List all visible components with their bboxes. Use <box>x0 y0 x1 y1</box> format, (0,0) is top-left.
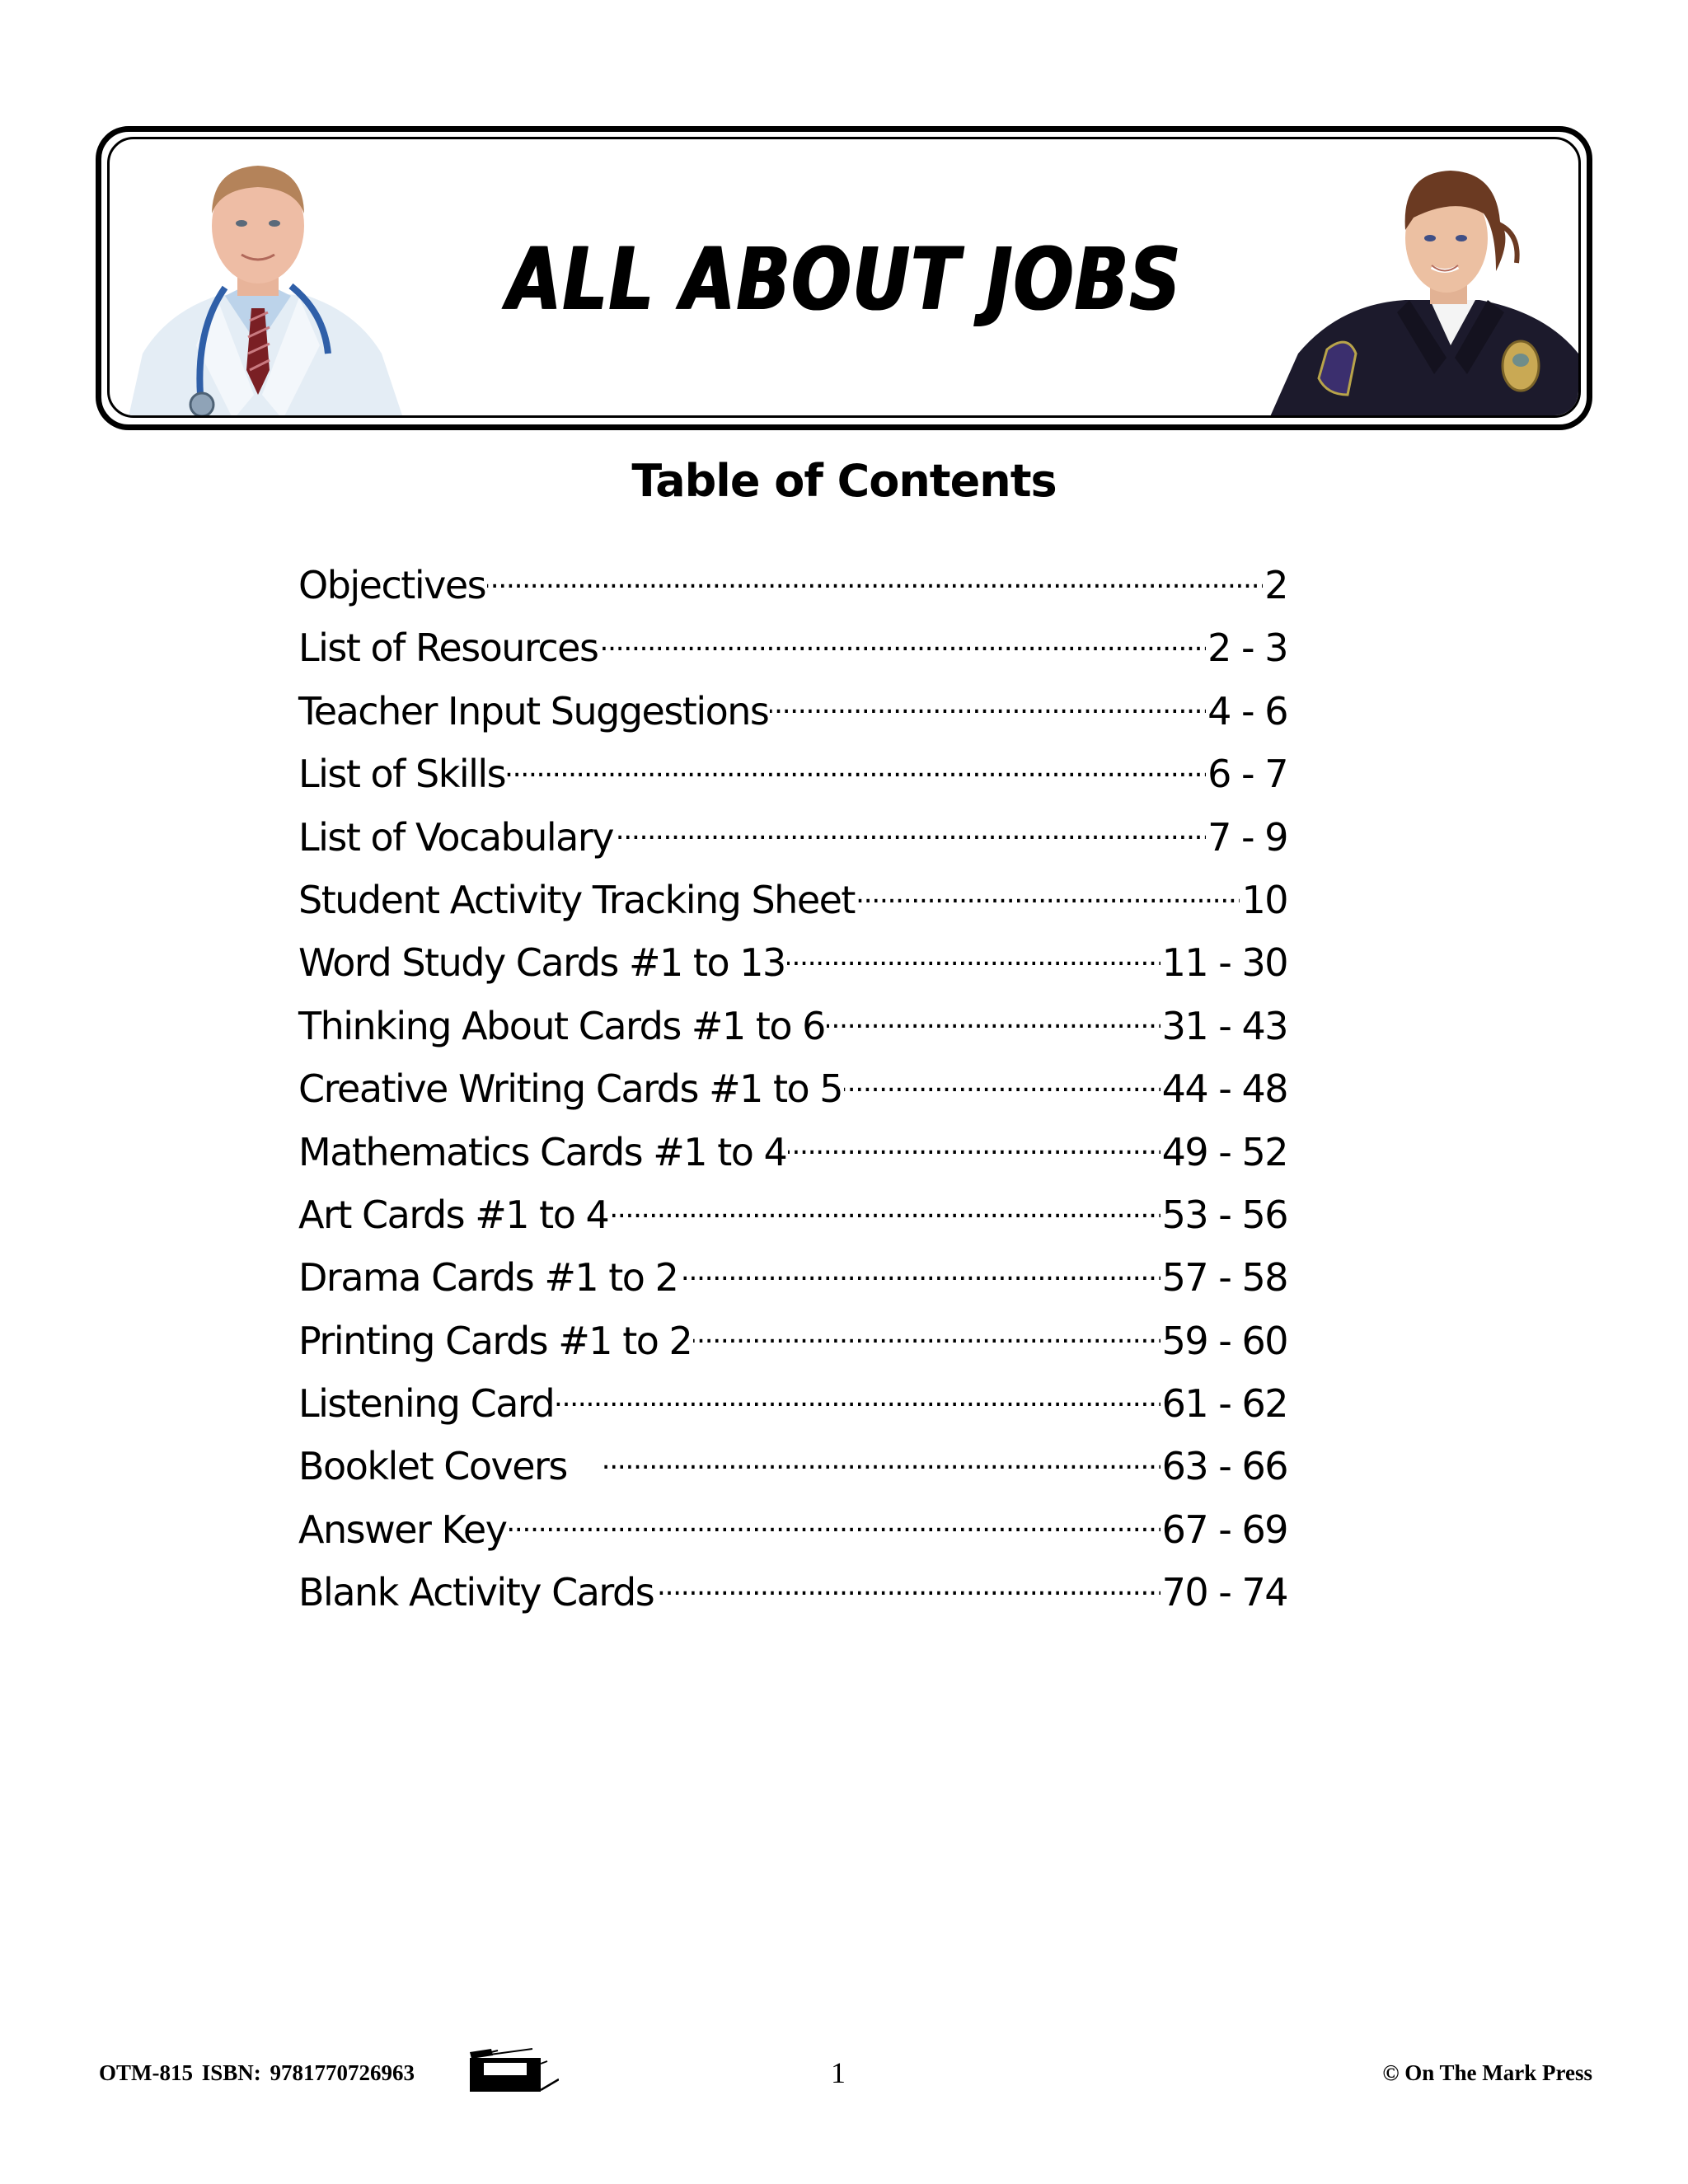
toc-entry-pages: 57 - 58 <box>1161 1255 1287 1301</box>
page-footer <box>99 2056 1592 2093</box>
toc-entry-drama-cards[interactable] <box>298 1246 1287 1309</box>
toc-entry-pages: 4 - 6 <box>1207 688 1287 733</box>
toc-entry-pages: 70 - 74 <box>1161 1570 1287 1615</box>
dot-leader <box>556 1379 1160 1417</box>
toc-entry-pages: 53 - 56 <box>1161 1192 1287 1237</box>
dot-leader <box>827 1001 1160 1039</box>
dot-leader <box>599 623 1206 661</box>
toc-entry-pages: 44 - 48 <box>1161 1066 1287 1112</box>
toc-entry-blank-activity-cards[interactable] <box>298 1561 1287 1624</box>
dot-leader <box>615 813 1206 851</box>
toc-entry-booklet-covers[interactable] <box>298 1435 1287 1497</box>
toc-entry-pages: 2 <box>1264 563 1287 607</box>
toc-entry-art-cards[interactable] <box>298 1183 1287 1246</box>
dot-leader <box>679 1253 1160 1291</box>
toc-entry-answer-key[interactable] <box>298 1498 1287 1561</box>
toc-entry-label: Printing Cards #1 to 2 <box>298 1318 692 1363</box>
toc-entry-mathematics-cards[interactable] <box>298 1121 1287 1183</box>
dot-leader <box>787 938 1160 976</box>
toc-entry-label: Creative Writing Cards #1 to 5 <box>298 1066 843 1112</box>
dot-leader <box>844 1064 1160 1102</box>
dot-leader <box>770 687 1206 724</box>
toc-entry-objectives[interactable] <box>298 554 1287 616</box>
toc-entry-pages: 61 - 62 <box>1161 1381 1287 1427</box>
dot-leader <box>508 1505 1160 1543</box>
toc-entry-label: Objectives <box>298 563 486 607</box>
toc-entry-label: Blank Activity Cards <box>298 1570 654 1615</box>
dot-leader <box>788 1127 1160 1165</box>
dot-leader <box>610 1190 1160 1228</box>
toc-entry-printing-cards[interactable] <box>298 1310 1287 1372</box>
police-officer-image <box>1249 148 1578 418</box>
toc-entry-label: Word Study Cards #1 to 13 <box>298 940 785 986</box>
toc-entry-pages: 10 <box>1241 877 1287 922</box>
toc-heading: Table of Contents <box>631 455 1057 507</box>
toc-entry-pages: 31 - 43 <box>1161 1003 1287 1048</box>
toc-entry-list-of-resources[interactable] <box>298 616 1287 679</box>
toc-entry-creative-writing-cards[interactable] <box>298 1057 1287 1120</box>
banner-title: ALL ABOUT JOBS <box>506 229 1182 330</box>
dot-leader <box>507 749 1206 787</box>
photocopier-icon <box>468 2044 559 2092</box>
toc-entry-teacher-input-suggestions[interactable] <box>298 680 1287 743</box>
toc-entry-list-of-vocabulary[interactable] <box>298 806 1287 869</box>
toc-entry-pages: 11 - 30 <box>1161 940 1287 986</box>
toc-entry-pages: 49 - 52 <box>1161 1129 1287 1174</box>
product-code-isbn: OTM-815 ISBN: 9781770726963 <box>99 2060 415 2085</box>
toc-entry-pages: 2 - 3 <box>1207 626 1287 671</box>
toc-entry-pages: 59 - 60 <box>1161 1318 1287 1363</box>
title-banner <box>96 126 1592 430</box>
toc-entry-thinking-about-cards[interactable] <box>298 995 1287 1057</box>
copyright-notice: © On The Mark Press <box>1382 2060 1592 2085</box>
toc-entry-label: Listening Card <box>298 1381 555 1427</box>
toc-entry-label: List of Vocabulary <box>298 814 613 860</box>
table-of-contents <box>298 554 1287 1624</box>
toc-entry-label: Thinking About Cards #1 to 6 <box>298 1003 825 1048</box>
dot-leader <box>655 1568 1160 1605</box>
toc-entry-label: Answer Key <box>298 1507 507 1552</box>
toc-entry-label: Drama Cards #1 to 2 <box>298 1255 678 1301</box>
page-number: 1 <box>831 2056 846 2089</box>
dot-leader <box>693 1316 1160 1354</box>
toc-entry-word-study-cards[interactable] <box>298 931 1287 994</box>
toc-entry-label: Teacher Input Suggestions <box>298 688 769 733</box>
toc-entry-pages: 67 - 69 <box>1161 1507 1287 1552</box>
toc-entry-pages: 7 - 9 <box>1207 814 1287 860</box>
dot-leader <box>487 560 1263 598</box>
toc-entry-label: Booklet Covers <box>298 1444 567 1489</box>
toc-entry-pages: 6 - 7 <box>1207 752 1287 797</box>
toc-entry-label: List of Resources <box>298 626 598 671</box>
banner-inner-frame <box>107 137 1581 418</box>
toc-entry-listening-card[interactable] <box>298 1372 1287 1435</box>
toc-entry-list-of-skills[interactable] <box>298 743 1287 805</box>
toc-entry-label: Art Cards #1 to 4 <box>298 1192 609 1237</box>
toc-entry-pages: 63 - 66 <box>1161 1444 1287 1489</box>
dot-leader <box>856 875 1240 913</box>
toc-entry-label: Student Activity Tracking Sheet <box>298 877 855 922</box>
dot-leader <box>602 1441 1160 1479</box>
toc-entry-label: List of Skills <box>298 752 506 797</box>
toc-entry-label: Mathematics Cards #1 to 4 <box>298 1129 787 1174</box>
toc-entry-student-activity-tracking-sheet[interactable] <box>298 869 1287 931</box>
